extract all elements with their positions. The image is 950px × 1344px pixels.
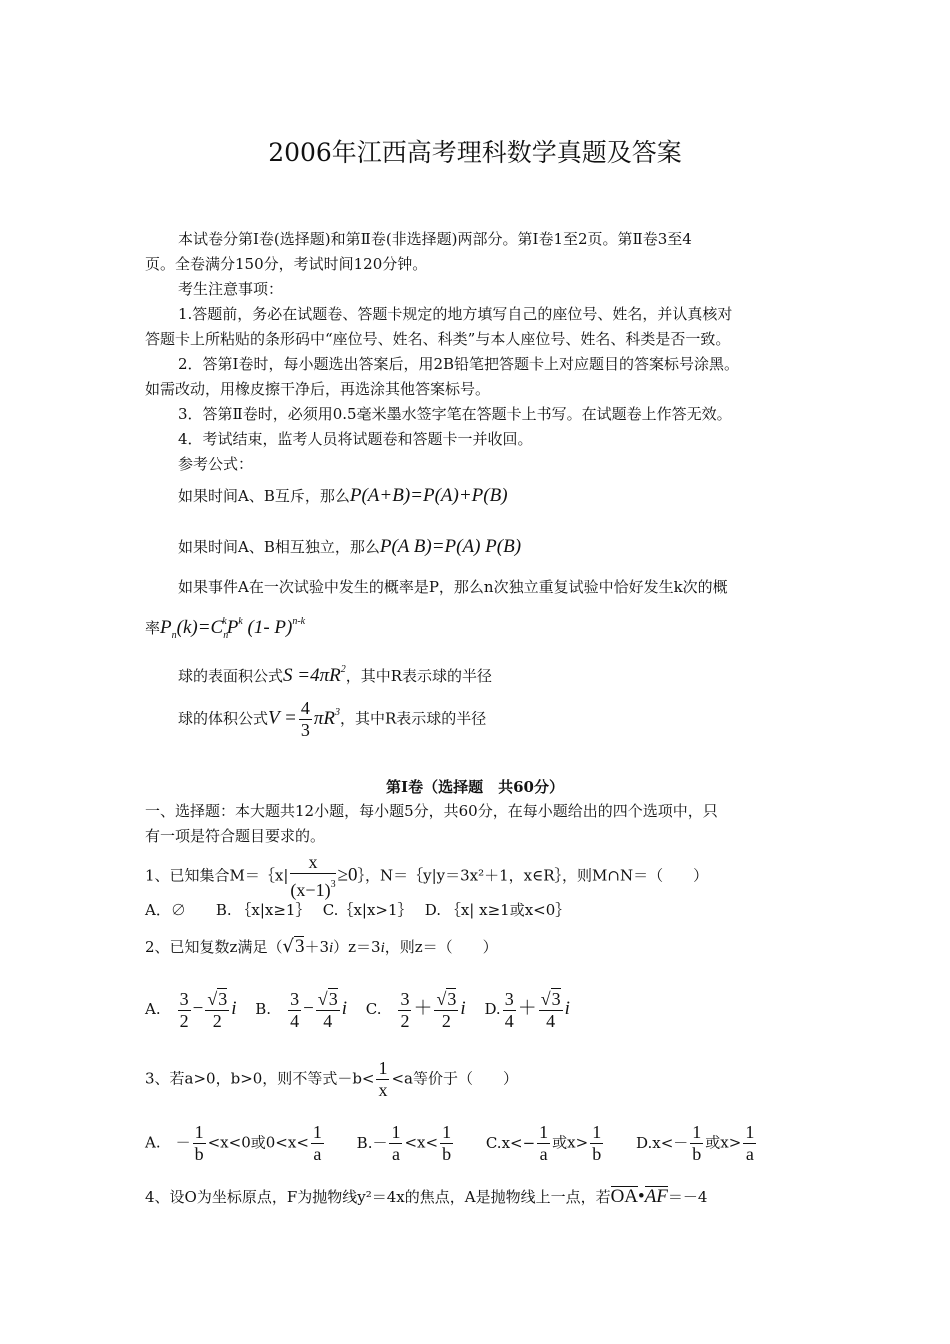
binomial-formula: $P_n(k)=C_n^kP^k$ (1- P)$^{n-k}$: [160, 616, 306, 641]
notice-2-line1: 2．答第Ⅰ卷时，每小题选出答案后，用2B铅笔把答题卡上对应题目的答案标号涂黑。: [178, 355, 740, 373]
fraction: $\frac{x}{(x-1)^3}$: [290, 852, 336, 900]
fraction: $\frac{1}{x}$: [378, 1058, 388, 1100]
formula-binomial-line1: 如果事件A在一次试验中发生的概率是P，那么n次独立重复试验中恰好发生k次的概: [178, 578, 728, 596]
question-3-options: A. － $\frac{1}{b}$ <x<0或0<x< $\frac{1}{a}$ B.－ $\frac{1}{a}$ <x< $\frac{1}{b}$ C.x<− $\frac{1}{a}$ 或x> $\frac{1}{b}$ D.x<－ $\frac{1}{b}$ 或x> $\frac{1}{a}$: [145, 1122, 755, 1164]
question-2: 2、已知复数z满足（√3＋3i）z＝3i，则z＝（ ）: [145, 936, 498, 957]
question-2-options: A. $\frac{3}{2}$ − $\frac{√3}{2}$ i B. $\frac{3}{4}$ − $\frac{√3}{4}$ i C. $\frac{3}{2}$ ＋ $\frac{√3}{2}$ i D. $\frac{3}{4}$ ＋ $\frac{√3}{4}$ i: [145, 988, 570, 1031]
notice-3: 3．答第Ⅱ卷时，必须用0.5毫米墨水签字笔在答题卡上书写。在试题卷上作答无效。: [178, 405, 732, 423]
formula-sphere-volume: 球的体积公式V = $\frac{4}{3}$ $\pi R^3$，其中R表示球的半径: [178, 698, 487, 740]
question-1-options: A．∅ B. ｛x|x≥1｝ C.｛x|x>1｝ D. ｛x| x≥1或x<0｝: [145, 901, 571, 919]
notice-2-line2: 如需改动，用橡皮擦干净后，再选涂其他答案标号。: [145, 380, 491, 398]
section-heading: 第Ⅰ卷（选择题 共60分）: [386, 778, 564, 796]
sphere-area-formula: $S =4\pi R^2$: [283, 664, 346, 686]
question-4: 4、设O为坐标原点，F为抛物线y²＝4x的焦点，A是抛物线上一点，若OA•AF＝－4: [145, 1186, 708, 1207]
formula-math: P(A+B)=P(A)+P(B): [349, 485, 508, 506]
page-title: 2006年江西高考理科数学真题及答案: [268, 138, 682, 167]
formula-independent: 如果时间A、B相互独立，那么P(A B)=P(A) P(B): [178, 536, 522, 557]
formula-sphere-area: 球的表面积公式$S =4\pi R^2$，其中R表示球的半径: [178, 664, 493, 686]
question-1: 1、已知集合M＝｛x| $\frac{x}{(x-1)^3}$ ≥0｝，N＝｛y|y＝3x²＋1，x∈R｝，则M∩N＝（ ）: [145, 852, 709, 900]
section-desc-line1: 一、选择题：本大题共12小题，每小题5分，共60分，在每小题给出的四个选项中，只: [145, 802, 718, 820]
intro-paragraph-line2: 页。全卷满分150分，考试时间120分钟。: [145, 255, 428, 273]
question-3: 3、若a>0，b>0，则不等式－b< $\frac{1}{x}$ <a等价于（ ）: [145, 1058, 518, 1100]
formula-binomial-line2: 率$P_n(k)=C_n^kP^k$ (1- P)$^{n-k}$: [145, 616, 306, 641]
reference-title: 参考公式：: [178, 455, 254, 473]
formula-mutually-exclusive: 如果时间A、B互斥，那么P(A+B)=P(A)+P(B): [178, 485, 508, 506]
sphere-volume-formula: V =: [268, 707, 297, 729]
notice-4: 4．考试结束，监考人员将试题卷和答题卡一并收回。: [178, 430, 533, 448]
notice-1-line2: 答题卡上所粘贴的条形码中“座位号、姓名、科类”与本人座位号、姓名、科类是否一致。: [145, 330, 731, 348]
intro-paragraph-line1: 本试卷分第Ⅰ卷(选择题)和第Ⅱ卷(非选择题)两部分。第Ⅰ卷1至2页。第Ⅱ卷3至4: [178, 230, 692, 248]
fraction: $\frac{4}{3}$: [300, 698, 310, 740]
formula-math: P(A B)=P(A) P(B): [379, 536, 522, 557]
notice-1-line1: 1.答题前，务必在试题卷、答题卡规定的地方填写自己的座位号、姓名，并认真核对: [178, 305, 733, 323]
section-desc-line2: 有一项是符合题目要求的。: [145, 827, 326, 845]
notice-title: 考生注意事项：: [178, 280, 284, 298]
